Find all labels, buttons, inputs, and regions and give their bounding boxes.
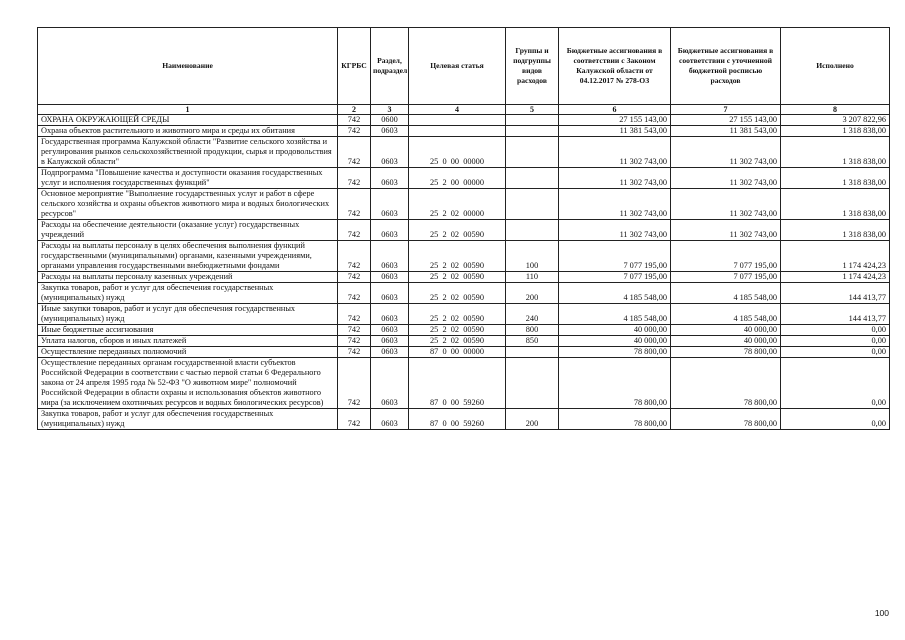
table-row: [38, 137, 890, 168]
row-kgrbs-cell: 742: [338, 409, 371, 430]
row-name-cell: Иные бюджетные ассигнования: [38, 325, 338, 336]
row-revised-amount-cell: 11 302 743,00: [671, 220, 781, 241]
table-body: [38, 115, 890, 430]
row-law-amount-cell: 4 185 548,00: [559, 304, 671, 325]
row-name-cell: Подпрограмма "Повышение качества и доступности оказания государственных услуг и исполнения государственных функций": [38, 168, 338, 189]
row-group-cell: 110: [506, 272, 559, 283]
row-executed-amount-cell: 1 318 838,00: [781, 126, 890, 137]
row-name-cell: Охрана объектов растительного и животного мира и среды их обитания: [38, 126, 338, 137]
row-section-cell: 0603: [371, 137, 409, 168]
column-number-row: [38, 105, 890, 115]
row-group-cell: 200: [506, 409, 559, 430]
row-group-cell: [506, 168, 559, 189]
row-section-cell: 0603: [371, 336, 409, 347]
row-section-cell: 0603: [371, 347, 409, 358]
row-kgrbs-cell: 742: [338, 283, 371, 304]
row-kgrbs-cell: 742: [338, 272, 371, 283]
header-section: Раздел, подраздел: [371, 28, 409, 105]
row-section-cell: 0603: [371, 220, 409, 241]
row-kgrbs-cell: 742: [338, 304, 371, 325]
row-revised-amount-cell: 4 185 548,00: [671, 304, 781, 325]
table-row: [38, 272, 890, 283]
row-law-amount-cell: 27 155 143,00: [559, 115, 671, 126]
row-kgrbs-cell: 742: [338, 168, 371, 189]
row-target-cell: 25 2 02 00590: [409, 241, 506, 272]
row-law-amount-cell: 11 302 743,00: [559, 189, 671, 220]
row-kgrbs-cell: 742: [338, 115, 371, 126]
row-target-cell: 25 2 02 00590: [409, 272, 506, 283]
column-number: 8: [781, 105, 890, 115]
row-revised-amount-cell: 11 302 743,00: [671, 189, 781, 220]
row-law-amount-cell: 78 800,00: [559, 409, 671, 430]
row-law-amount-cell: 78 800,00: [559, 347, 671, 358]
row-executed-amount-cell: 1 318 838,00: [781, 137, 890, 168]
row-section-cell: 0603: [371, 189, 409, 220]
row-executed-amount-cell: 1 318 838,00: [781, 189, 890, 220]
row-law-amount-cell: 78 800,00: [559, 358, 671, 409]
table-row: [38, 336, 890, 347]
row-executed-amount-cell: 1 318 838,00: [781, 168, 890, 189]
row-group-cell: [506, 189, 559, 220]
row-revised-amount-cell: 7 077 195,00: [671, 241, 781, 272]
row-kgrbs-cell: 742: [338, 220, 371, 241]
row-executed-amount-cell: 0,00: [781, 325, 890, 336]
row-group-cell: 200: [506, 283, 559, 304]
column-number: 5: [506, 105, 559, 115]
header-target: Целевая статья: [409, 28, 506, 105]
row-name-cell: Осуществление переданных органам государственной власти субъектов Российской Федерации в соответствии с частью первой статьи 6 Федерального закона от 24 апреля 1995 года № 52-ФЗ "О животном мире" полномочий Российской Федерации в области охраны и использования объектов животного мира (за исключением охотничьих ресурсов и водных биологических ресурсов): [38, 358, 338, 409]
row-target-cell: 25 2 02 00590: [409, 336, 506, 347]
row-executed-amount-cell: 1 174 424,23: [781, 272, 890, 283]
table-row: [38, 126, 890, 137]
row-target-cell: 25 2 02 00590: [409, 220, 506, 241]
row-target-cell: 87 0 00 00000: [409, 347, 506, 358]
row-revised-amount-cell: 11 302 743,00: [671, 137, 781, 168]
column-number: 7: [671, 105, 781, 115]
row-kgrbs-cell: 742: [338, 189, 371, 220]
row-revised-amount-cell: 11 381 543,00: [671, 126, 781, 137]
row-group-cell: 850: [506, 336, 559, 347]
row-name-cell: Уплата налогов, сборов и иных платежей: [38, 336, 338, 347]
row-section-cell: 0603: [371, 304, 409, 325]
table-row: [38, 115, 890, 126]
row-executed-amount-cell: 0,00: [781, 347, 890, 358]
row-law-amount-cell: 11 302 743,00: [559, 168, 671, 189]
column-number: 2: [338, 105, 371, 115]
row-target-cell: 25 2 02 00590: [409, 304, 506, 325]
header-row: [38, 28, 890, 105]
row-kgrbs-cell: 742: [338, 126, 371, 137]
table-row: [38, 409, 890, 430]
row-revised-amount-cell: 4 185 548,00: [671, 283, 781, 304]
row-name-cell: Основное мероприятие "Выполнение государственных услуг и работ в сфере сельского хозяйства и охраны объектов животного мира и водных биологических ресурсов": [38, 189, 338, 220]
row-target-cell: [409, 126, 506, 137]
table-row: [38, 189, 890, 220]
header-budget-law: Бюджетные ассигнования в соответствии с Законом Калужской области от 04.12.2017 № 278-ОЗ: [559, 28, 671, 105]
row-name-cell: ОХРАНА ОКРУЖАЮЩЕЙ СРЕДЫ: [38, 115, 338, 126]
header-budget-revised: Бюджетные ассигнования в соответствии с уточненной бюджетной росписью расходов: [671, 28, 781, 105]
row-target-cell: 25 2 02 00590: [409, 283, 506, 304]
row-executed-amount-cell: 0,00: [781, 358, 890, 409]
row-kgrbs-cell: 742: [338, 347, 371, 358]
table-row: [38, 325, 890, 336]
row-executed-amount-cell: 0,00: [781, 409, 890, 430]
row-group-cell: 240: [506, 304, 559, 325]
table-row: [38, 168, 890, 189]
row-section-cell: 0603: [371, 126, 409, 137]
column-number: 6: [559, 105, 671, 115]
row-target-cell: 25 0 00 00000: [409, 137, 506, 168]
row-name-cell: Иные закупки товаров, работ и услуг для обеспечения государственных (муниципальных) нужд: [38, 304, 338, 325]
table-row: [38, 283, 890, 304]
table-row: [38, 358, 890, 409]
row-executed-amount-cell: 144 413,77: [781, 283, 890, 304]
row-group-cell: [506, 347, 559, 358]
row-name-cell: Осуществление переданных полномочий: [38, 347, 338, 358]
row-executed-amount-cell: 0,00: [781, 336, 890, 347]
row-section-cell: 0603: [371, 241, 409, 272]
row-law-amount-cell: 11 302 743,00: [559, 137, 671, 168]
row-executed-amount-cell: 1 174 424,23: [781, 241, 890, 272]
row-law-amount-cell: 7 077 195,00: [559, 241, 671, 272]
row-name-cell: Расходы на обеспечение деятельности (оказание услуг) государственных учреждений: [38, 220, 338, 241]
row-law-amount-cell: 11 302 743,00: [559, 220, 671, 241]
column-number: 3: [371, 105, 409, 115]
table-row: [38, 347, 890, 358]
row-group-cell: [506, 220, 559, 241]
row-name-cell: Закупка товаров, работ и услуг для обеспечения государственных (муниципальных) нужд: [38, 283, 338, 304]
row-target-cell: 25 2 02 00590: [409, 325, 506, 336]
row-group-cell: [506, 115, 559, 126]
column-number: 1: [38, 105, 338, 115]
row-executed-amount-cell: 1 318 838,00: [781, 220, 890, 241]
row-revised-amount-cell: 78 800,00: [671, 347, 781, 358]
header-groups: Группы и подгруппы видов расходов: [506, 28, 559, 105]
row-revised-amount-cell: 78 800,00: [671, 409, 781, 430]
row-revised-amount-cell: 11 302 743,00: [671, 168, 781, 189]
row-kgrbs-cell: 742: [338, 137, 371, 168]
row-law-amount-cell: 11 381 543,00: [559, 126, 671, 137]
row-group-cell: [506, 137, 559, 168]
row-law-amount-cell: 40 000,00: [559, 325, 671, 336]
page-number: 100: [874, 608, 889, 618]
row-target-cell: 25 2 02 00000: [409, 189, 506, 220]
row-name-cell: Расходы на выплаты персоналу в целях обеспечения выполнения функций государственными (муниципальными) органами, казенными учреждениями, органами управления государственными внебюджетными фондами: [38, 241, 338, 272]
row-target-cell: [409, 115, 506, 126]
row-section-cell: 0603: [371, 409, 409, 430]
row-target-cell: 25 2 00 00000: [409, 168, 506, 189]
row-target-cell: 87 0 00 59260: [409, 409, 506, 430]
row-group-cell: 800: [506, 325, 559, 336]
row-name-cell: Расходы на выплаты персоналу казенных учреждений: [38, 272, 338, 283]
row-kgrbs-cell: 742: [338, 325, 371, 336]
header-kgrbs: КГРБС: [338, 28, 371, 105]
row-executed-amount-cell: 144 413,77: [781, 304, 890, 325]
row-law-amount-cell: 4 185 548,00: [559, 283, 671, 304]
row-section-cell: 0603: [371, 358, 409, 409]
row-group-cell: [506, 358, 559, 409]
row-section-cell: 0603: [371, 272, 409, 283]
row-section-cell: 0603: [371, 168, 409, 189]
row-revised-amount-cell: 78 800,00: [671, 358, 781, 409]
row-law-amount-cell: 7 077 195,00: [559, 272, 671, 283]
budget-table: [37, 27, 890, 430]
table-row: [38, 241, 890, 272]
table-row: [38, 220, 890, 241]
row-revised-amount-cell: 7 077 195,00: [671, 272, 781, 283]
header-executed: Исполнено: [781, 28, 890, 105]
row-target-cell: 87 0 00 59260: [409, 358, 506, 409]
table-row: [38, 304, 890, 325]
row-revised-amount-cell: 27 155 143,00: [671, 115, 781, 126]
row-section-cell: 0600: [371, 115, 409, 126]
row-executed-amount-cell: 3 207 822,96: [781, 115, 890, 126]
row-name-cell: Государственная программа Калужской области "Развитие сельского хозяйства и регулирования рынков сельскохозяйственной продукции, сырья и продовольствия в Калужской области": [38, 137, 338, 168]
row-group-cell: [506, 126, 559, 137]
row-revised-amount-cell: 40 000,00: [671, 325, 781, 336]
row-group-cell: 100: [506, 241, 559, 272]
column-number: 4: [409, 105, 506, 115]
row-revised-amount-cell: 40 000,00: [671, 336, 781, 347]
row-kgrbs-cell: 742: [338, 358, 371, 409]
row-law-amount-cell: 40 000,00: [559, 336, 671, 347]
row-name-cell: Закупка товаров, работ и услуг для обеспечения государственных (муниципальных) нужд: [38, 409, 338, 430]
header-name: Наименование: [38, 28, 338, 105]
row-kgrbs-cell: 742: [338, 336, 371, 347]
row-section-cell: 0603: [371, 283, 409, 304]
row-kgrbs-cell: 742: [338, 241, 371, 272]
row-section-cell: 0603: [371, 325, 409, 336]
